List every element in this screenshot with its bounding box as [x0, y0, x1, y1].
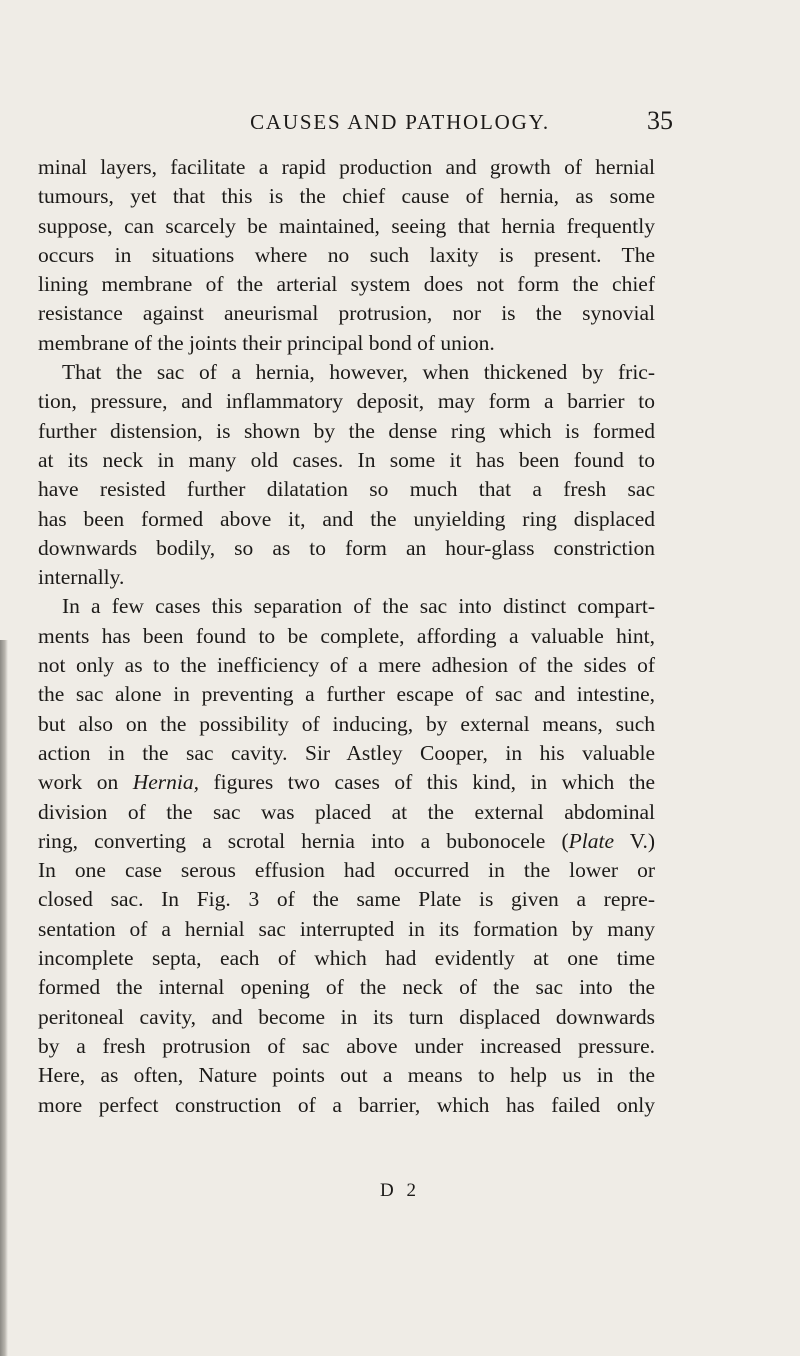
binding-shadow — [0, 640, 8, 1356]
text-line: the sac alone in preventing a further escape of sac and intestine, — [38, 682, 655, 707]
text-line: minal layers, facilitate a rapid production and growth of hernial — [38, 155, 655, 179]
text-line: tumours, yet that this is the chief cause of hernia, as some — [38, 184, 655, 209]
body-text — [38, 153, 655, 1120]
page-number: 35 — [647, 106, 673, 135]
text-line: by a fresh protrusion of sac above under increased pressure. — [38, 1033, 655, 1058]
running-title: CAUSES AND PATHOLOGY. — [250, 110, 550, 134]
text-line: lining membrane of the arterial system does not form the chief — [38, 272, 655, 297]
text-line: occurs in situations where no such laxity is present. The — [38, 242, 655, 267]
text-line: incomplete septa, each of which had evidently at one time — [38, 946, 655, 971]
text-line: but also on the possibility of inducing, by external means, such — [38, 711, 655, 736]
text-line: suppose, can scarcely be maintained, seeing that hernia frequently — [38, 213, 655, 238]
text-line: tion, pressure, and inflammatory deposit, may form a barrier to — [38, 389, 655, 414]
text-line: division of the sac was placed at the external abdominal — [38, 799, 655, 824]
text-line: resistance against aneurismal protrusion, nor is the synovial — [38, 301, 655, 326]
text-segment: work on — [38, 770, 133, 795]
text-line: at its neck in many old cases. In some it has been found to — [38, 447, 655, 472]
text-line: has been formed above it, and the unyielding ring displaced — [38, 506, 655, 531]
text-line — [38, 768, 655, 797]
signature-mark: D 2 — [380, 1180, 420, 1201]
text-line: internally. — [38, 565, 125, 590]
text-segment: ring, converting a scrotal hernia into a bubonocele ( — [38, 828, 569, 853]
text-line: ments has been found to be complete, affording a valuable hint, — [38, 623, 655, 648]
text-line: further distension, is shown by the dense ring which is formed — [38, 418, 655, 443]
text-line: not only as to the inefficiency of a mere adhesion of the sides of — [38, 653, 655, 678]
text-segment: V.) — [613, 828, 655, 853]
italic-title-hernia: Hernia, — [132, 770, 200, 795]
running-head — [0, 106, 800, 140]
text-segment: figures two cases of this kind, in which the — [199, 770, 656, 795]
text-line — [38, 827, 655, 856]
text-line: formed the internal opening of the neck of the sac into the — [38, 975, 655, 1000]
text-line: more perfect construction of a barrier, which has failed only — [38, 1092, 655, 1117]
text-line: That the sac of a hernia, however, when thickened by fric- — [62, 360, 655, 385]
text-line: In one case serous effusion had occurred in the lower or — [38, 858, 655, 883]
text-line: action in the sac cavity. Sir Astley Cooper, in his valuable — [38, 740, 655, 765]
text-line: downwards bodily, so as to form an hour-glass constriction — [38, 535, 655, 560]
text-line: peritoneal cavity, and become in its turn displaced downwards — [38, 1004, 655, 1029]
text-line: membrane of the joints their principal bond of union. — [38, 330, 495, 355]
text-line: closed sac. In Fig. 3 of the same Plate is given a repre- — [38, 887, 655, 912]
text-line: have resisted further dilatation so much that a fresh sac — [38, 477, 655, 502]
italic-plate-reference: Plate — [568, 828, 614, 853]
text-line: In a few cases this separation of the sac into distinct compart- — [62, 594, 655, 619]
text-line: Here, as often, Nature points out a means to help us in the — [38, 1063, 655, 1088]
text-line: sentation of a hernial sac interrupted in its formation by many — [38, 916, 655, 941]
